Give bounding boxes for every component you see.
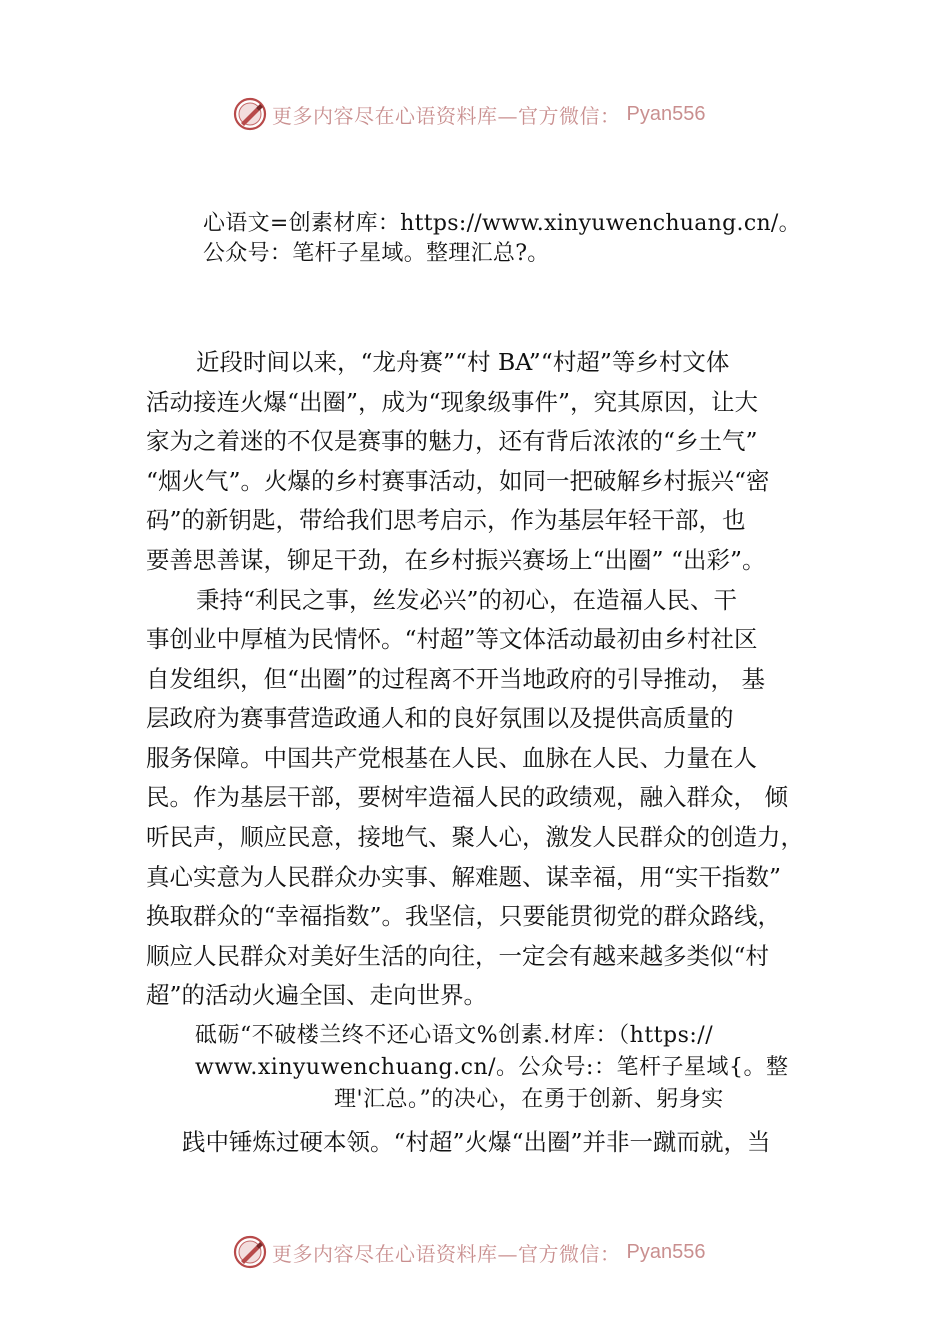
footer-banner bbox=[232, 1234, 732, 1270]
footer-wechat-id: Pyan556 bbox=[626, 1240, 706, 1263]
text-line: 码”的新钥匙，带给我们思考启示，作为基层年轻干部，也 bbox=[146, 506, 746, 534]
header-banner-text: 更多内容尽在心语资料库—官方微信： bbox=[272, 103, 621, 128]
text-line: 秉持“利民之事，丝发必兴”的初心，在造福人民、干 bbox=[196, 586, 738, 614]
text-line: 服务保障。中国共产党根基在人民、血脉在人民、力量在人 bbox=[146, 744, 757, 772]
text-line: 活动接连火爆“出圈”，成为“现象级事件”，究其原因，让大 bbox=[146, 388, 759, 416]
text-line: 近段时间以来，“龙舟赛”“村 BA”“村超”等乡村文体 bbox=[196, 348, 730, 376]
text-line: “烟火气”。火爆的乡村赛事活动，如同一把破解乡村振兴“密 bbox=[146, 467, 770, 495]
text-line: 层政府为赛事营造政通人和的良好氛围以及提供高质量的 bbox=[146, 704, 734, 732]
text-line: 家为之着迷的不仅是赛事的魅力，还有背后浓浓的“乡土气” bbox=[146, 427, 758, 455]
text-line: 要善思善谋，铆足干劲，在乡村振兴赛场上“出圈” “出彩”。 bbox=[146, 546, 766, 574]
text-line: www.xinyuwenchuang.cn/。公众号:：笔杆子星域{。整 bbox=[195, 1055, 789, 1080]
text-line: 换取群众的“幸福指数”。我坚信，只要能贯彻党的群众路线， bbox=[146, 902, 782, 930]
header-wechat-id: Pyan556 bbox=[626, 102, 706, 125]
text-line: 民。作为基层干部，要树牢造福人民的政绩观，融入群众， 倾 bbox=[146, 783, 788, 811]
text-line: 事创业中厚植为民情怀。“村超”等文体活动最初由乡村社区 bbox=[146, 625, 758, 653]
source-note-line-1: 心语文=创素材库：https://www.xinyuwenchuang.cn/。 bbox=[203, 211, 801, 236]
text-line: 真心实意为人民群众办实事、解难题、谋幸福，用“实干指数” bbox=[146, 863, 782, 891]
text-line: 践中锤炼过硬本领。“村超”火爆“出圈”并非一蹴而就，当 bbox=[182, 1128, 771, 1156]
text-line: 自发组织，但“出圈”的过程离不开当地政府的引导推动， 基 bbox=[146, 665, 765, 693]
source-note-line-2: 公众号：笔杆子星域。整理汇总?。 bbox=[203, 241, 550, 266]
text-line: 砥砺“不破楼兰终不还心语文%创素.材库：（https:// bbox=[195, 1023, 714, 1048]
footer-banner-text: 更多内容尽在心语资料库—官方微信： bbox=[272, 1241, 621, 1266]
pen-logo-icon bbox=[232, 1234, 268, 1270]
header-banner bbox=[232, 96, 732, 132]
text-line: 理'汇总。”的决心，在勇于创新、躬身实 bbox=[334, 1087, 724, 1112]
pen-logo-icon bbox=[232, 96, 268, 132]
text-line: 超”的活动火遍全国、走向世界。 bbox=[146, 981, 488, 1009]
text-line: 听民声，顺应民意，接地气、聚人心，激发人民群众的创造力， bbox=[146, 823, 804, 851]
text-line: 顺应人民群众对美好生活的向往，一定会有越来越多类似“村 bbox=[146, 942, 770, 970]
